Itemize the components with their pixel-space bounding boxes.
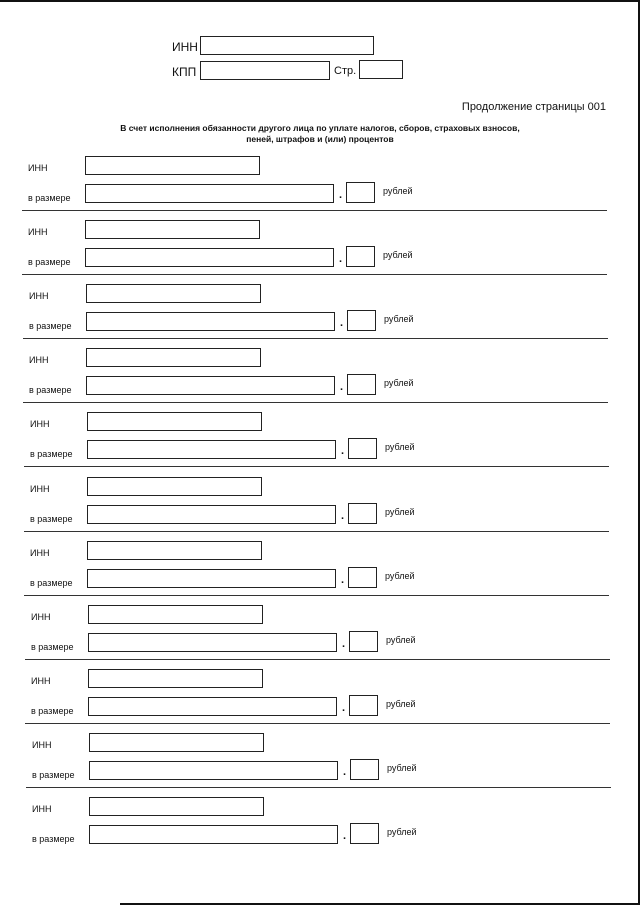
entry-amount-label: в размере xyxy=(30,449,73,459)
entry-inn-label: ИНН xyxy=(31,676,51,686)
entry-block xyxy=(1,348,640,412)
entry-inn-label: ИНН xyxy=(30,419,50,429)
entry-amount-field[interactable] xyxy=(87,505,336,524)
entry-inn-field[interactable] xyxy=(87,412,262,431)
entry-block xyxy=(3,669,640,733)
entry-inn-label: ИНН xyxy=(31,612,51,622)
entry-inn-label: ИНН xyxy=(28,227,48,237)
entry-decimal-dot: . xyxy=(340,317,344,329)
entry-inn-field[interactable] xyxy=(88,669,263,688)
entry-kopecks-field[interactable] xyxy=(350,823,379,844)
entry-rubles-label: рублей xyxy=(383,250,413,260)
header-inn-field[interactable] xyxy=(200,36,374,55)
entry-inn-field[interactable] xyxy=(86,348,261,367)
entry-kopecks-field[interactable] xyxy=(348,567,377,588)
entry-kopecks-field[interactable] xyxy=(349,631,378,652)
section-title xyxy=(60,123,580,145)
entry-inn-label: ИНН xyxy=(28,163,48,173)
header-kpp-label: КПП xyxy=(172,65,197,79)
entry-amount-field[interactable] xyxy=(86,376,335,395)
entry-inn-label: ИНН xyxy=(29,291,49,301)
entry-separator xyxy=(25,659,610,660)
entry-block xyxy=(4,797,640,861)
entry-amount-label: в размере xyxy=(29,321,72,331)
entry-block xyxy=(2,541,640,605)
entry-inn-label: ИНН xyxy=(32,804,52,814)
entry-inn-field[interactable] xyxy=(87,477,262,496)
entry-kopecks-field[interactable] xyxy=(350,759,379,780)
entry-inn-label: ИНН xyxy=(30,484,50,494)
entry-inn-label: ИНН xyxy=(29,355,49,365)
entry-decimal-dot: . xyxy=(341,445,345,457)
entry-amount-label: в размере xyxy=(30,578,73,588)
entry-inn-field[interactable] xyxy=(88,605,263,624)
entry-decimal-dot: . xyxy=(339,189,343,201)
entry-amount-field[interactable] xyxy=(89,825,338,844)
entry-decimal-dot: . xyxy=(341,574,345,586)
entry-decimal-dot: . xyxy=(342,638,346,650)
entry-inn-label: ИНН xyxy=(30,548,50,558)
entry-amount-field[interactable] xyxy=(85,184,334,203)
entry-inn-field[interactable] xyxy=(89,733,264,752)
entry-rubles-label: рублей xyxy=(387,763,417,773)
entry-amount-label: в размере xyxy=(30,514,73,524)
entry-amount-field[interactable] xyxy=(88,633,337,652)
entry-decimal-dot: . xyxy=(341,510,345,522)
entry-amount-field[interactable] xyxy=(89,761,338,780)
entry-amount-field[interactable] xyxy=(85,248,334,267)
header-page-field[interactable] xyxy=(359,60,403,79)
continuation-label: Продолжение страницы 001 xyxy=(461,101,606,113)
entry-separator xyxy=(22,210,607,211)
entry-rubles-label: рублей xyxy=(384,378,414,388)
entry-amount-field[interactable] xyxy=(87,440,336,459)
entry-inn-field[interactable] xyxy=(89,797,264,816)
entry-kopecks-field[interactable] xyxy=(349,695,378,716)
entry-kopecks-field[interactable] xyxy=(348,503,377,524)
entry-block xyxy=(4,733,640,797)
entry-block xyxy=(1,284,640,348)
entry-separator xyxy=(24,595,609,596)
entry-block xyxy=(3,605,640,669)
entry-inn-label: ИНН xyxy=(32,740,52,750)
entry-decimal-dot: . xyxy=(343,766,347,778)
entry-decimal-dot: . xyxy=(340,381,344,393)
header-inn-label: ИНН xyxy=(172,40,198,54)
entry-inn-field[interactable] xyxy=(87,541,262,560)
entry-rubles-label: рублей xyxy=(386,699,416,709)
entry-separator xyxy=(24,531,609,532)
entry-rubles-label: рублей xyxy=(385,442,415,452)
entry-decimal-dot: . xyxy=(342,702,346,714)
entry-amount-label: в размере xyxy=(29,385,72,395)
entry-amount-field[interactable] xyxy=(87,569,336,588)
entry-inn-field[interactable] xyxy=(85,156,260,175)
entry-kopecks-field[interactable] xyxy=(346,182,375,203)
entry-amount-field[interactable] xyxy=(88,697,337,716)
entry-block xyxy=(2,412,640,476)
entry-amount-label: в размере xyxy=(31,642,74,652)
entry-separator xyxy=(22,274,607,275)
entry-kopecks-field[interactable] xyxy=(347,310,376,331)
entry-amount-label: в размере xyxy=(28,193,71,203)
entry-kopecks-field[interactable] xyxy=(347,374,376,395)
section-title-line-1: В счет исполнения обязанности другого лица по уплате налогов, сборов, страховых взносов, xyxy=(120,123,520,133)
entry-inn-field[interactable] xyxy=(86,284,261,303)
entry-kopecks-field[interactable] xyxy=(346,246,375,267)
entry-inn-field[interactable] xyxy=(85,220,260,239)
entry-kopecks-field[interactable] xyxy=(348,438,377,459)
entry-separator xyxy=(26,787,611,788)
entry-rubles-label: рублей xyxy=(387,827,417,837)
entry-amount-label: в размере xyxy=(32,834,75,844)
entry-rubles-label: рублей xyxy=(383,186,413,196)
page-edge-top xyxy=(0,0,640,2)
entry-rubles-label: рублей xyxy=(385,507,415,517)
entry-block xyxy=(0,220,640,284)
entry-rubles-label: рублей xyxy=(385,571,415,581)
entry-rubles-label: рублей xyxy=(386,635,416,645)
entry-block xyxy=(2,477,640,541)
header-kpp-field[interactable] xyxy=(200,61,330,80)
entry-decimal-dot: . xyxy=(343,830,347,842)
entry-amount-label: в размере xyxy=(28,257,71,267)
entry-decimal-dot: . xyxy=(339,253,343,265)
entry-separator xyxy=(23,338,608,339)
entry-separator xyxy=(23,402,608,403)
entry-amount-field[interactable] xyxy=(86,312,335,331)
entry-rubles-label: рублей xyxy=(384,314,414,324)
entry-separator xyxy=(25,723,610,724)
header-page-label: Стр. xyxy=(334,65,357,77)
entry-separator xyxy=(24,466,609,467)
entry-amount-label: в размере xyxy=(32,770,75,780)
entry-amount-label: в размере xyxy=(31,706,74,716)
entry-block xyxy=(0,156,640,220)
section-title-line-2: пеней, штрафов и (или) процентов xyxy=(246,134,394,144)
